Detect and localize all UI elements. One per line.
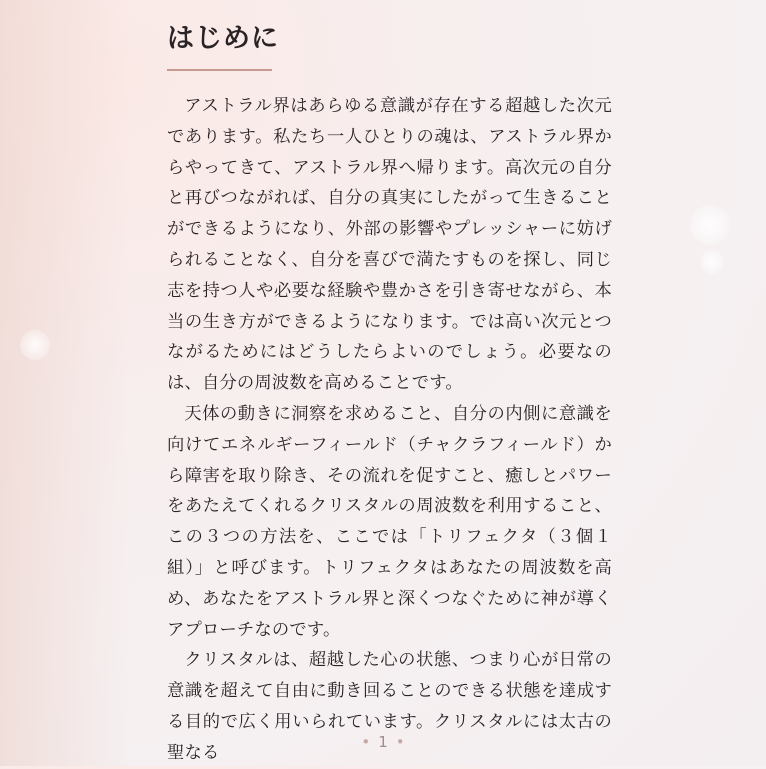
sparkle-decoration bbox=[20, 330, 50, 360]
paragraph-3: クリスタルは、超越した心の状態、つまり心が日常の意識を超えて自由に動き回ることのできる状態を達成する目的で広く用いられています。クリスタルには太古の聖なる bbox=[167, 650, 612, 763]
title-underline bbox=[167, 69, 272, 71]
background-glow bbox=[0, 0, 130, 766]
page-title: はじめに bbox=[167, 23, 279, 54]
sparkle-decoration bbox=[690, 205, 730, 245]
sparkle-decoration bbox=[700, 250, 724, 274]
page-number-dot-left: • bbox=[361, 733, 371, 751]
page-content bbox=[167, 12, 612, 769]
page-number bbox=[0, 733, 766, 751]
page-number-dot-right: • bbox=[395, 733, 405, 751]
page-number-value: 1 bbox=[378, 733, 388, 751]
paragraph-1: アストラル界はあらゆる意識が存在する超越した次元であります。私たち一人ひとりの魂は、アストラル界からやってきて、アストラル界へ帰ります。高次元の自分と再びつながれば、自分の真実にしたがって生きることができるようになり、外部の影響やプレッシャーに妨げられることなく、自分を喜びで満たすものを探し、同じ志を持つ人や必要な経験や豊かさを引き寄せながら、本当の生き方ができるようになります。では高い次元とつながるためにはどうしたらよいのでしょう。必要なのは、自分の周波数を高めることです。 bbox=[167, 96, 612, 394]
paragraph-2: 天体の動きに洞察を求めること、自分の内側に意識を向けてエネルギーフィールド（チャクラフィールド）から障害を取り除き、その流れを促すこと、癒しとパワーをあたえてくれるクリスタルの周波数を利用すること、この３つの方法を、ここでは「トリフェクタ（３個１組）」と呼びます。トリフェクタはあなたの周波数を高め、あなたをアストラル界と深くつなぐために神が導くアプローチなのです。 bbox=[167, 403, 612, 640]
